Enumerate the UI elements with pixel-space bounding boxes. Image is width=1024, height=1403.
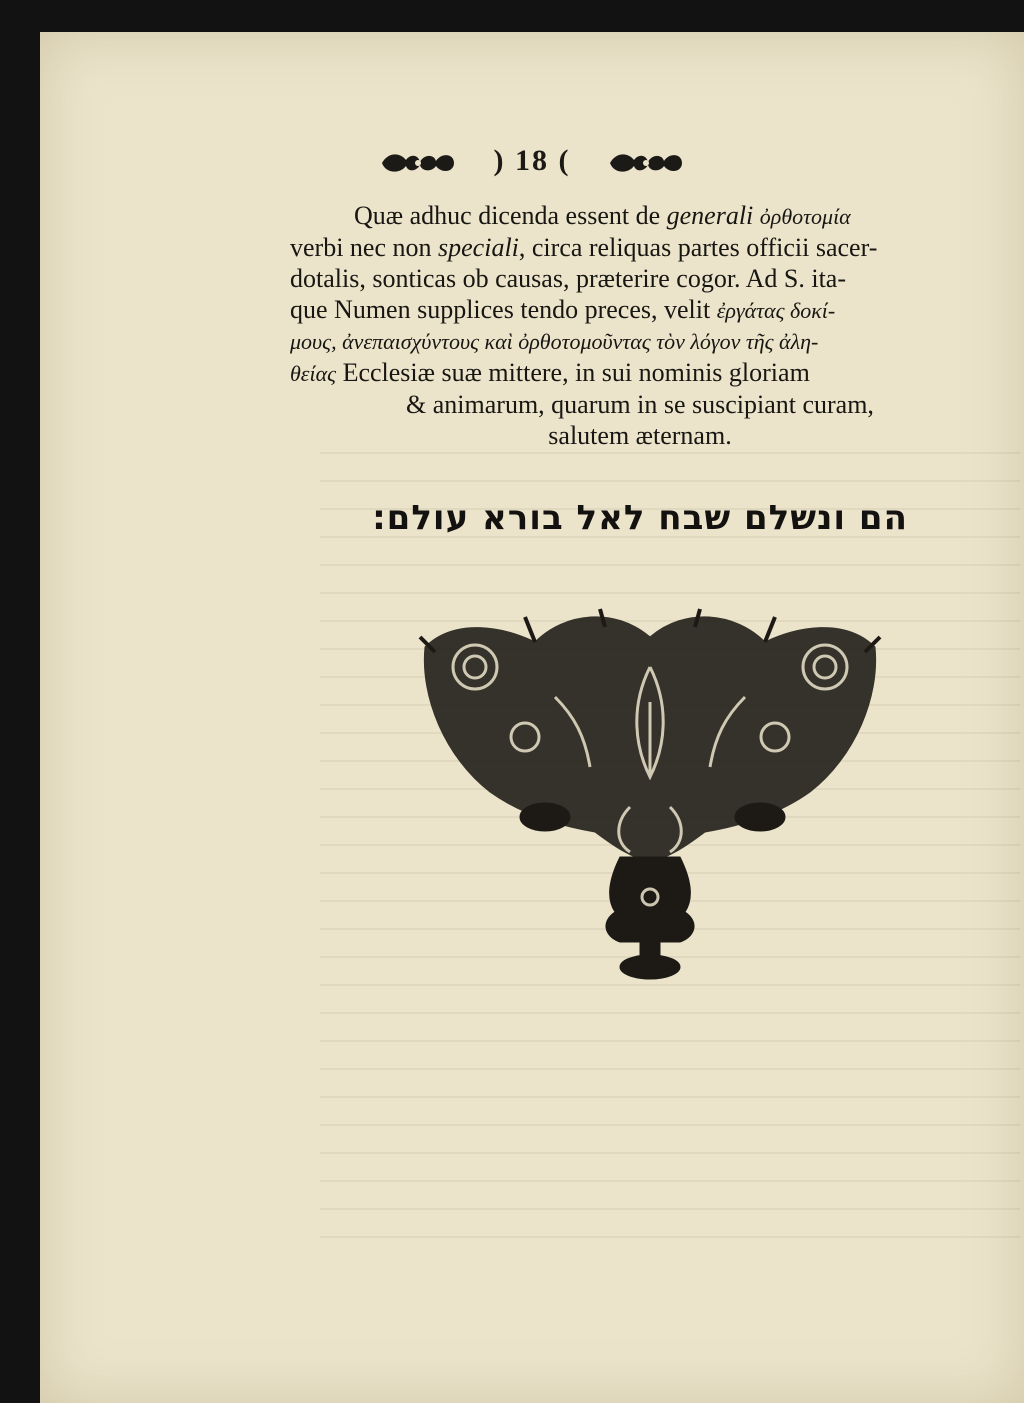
italic-word: generali (666, 201, 754, 230)
text-run: , circa reliquas partes officii sacer- (518, 233, 878, 262)
greek-line: μους, ἀνεπαισχύντους καὶ ὀρθοτομοῦντας τὸν λόγον τῆς ἀλη- (290, 329, 819, 354)
greek-word: ἐργάτας δοκί- (716, 298, 836, 323)
text-run: Ecclesiæ suæ mittere, in sui nominis gloriam (336, 358, 810, 387)
text-line: dotalis, sonticas ob causas, præterire cogor. Ad S. ita- (290, 264, 847, 293)
floral-ornament-icon (606, 150, 686, 176)
greek-word: ὀρθοτομία (759, 204, 851, 229)
latin-paragraph (290, 200, 990, 451)
greek-word: θείας (290, 361, 337, 386)
text-run: Quæ adhuc dicenda essent de (354, 201, 667, 230)
page-number: ) 18 ( (493, 144, 571, 177)
floral-ornament-icon (378, 150, 458, 176)
text-run: verbi nec non (290, 233, 439, 262)
book-page (40, 32, 1024, 1403)
text-line: & animarum, quarum in se suscipiant curam, (406, 390, 874, 419)
text-line (290, 294, 990, 326)
page-header (40, 144, 1024, 178)
text-line: salutem æternam. (548, 421, 732, 450)
italic-word: speciali (438, 233, 519, 262)
text-run: que Numen supplices tendo preces, velit (290, 295, 717, 324)
text-line (290, 232, 990, 263)
hebrew-closing-line: הם ונשלם שבח לאל בורא עולם: (372, 498, 908, 538)
flower-vase-woodcut-icon (415, 607, 885, 982)
text-line (290, 357, 990, 389)
text-line (290, 200, 990, 232)
